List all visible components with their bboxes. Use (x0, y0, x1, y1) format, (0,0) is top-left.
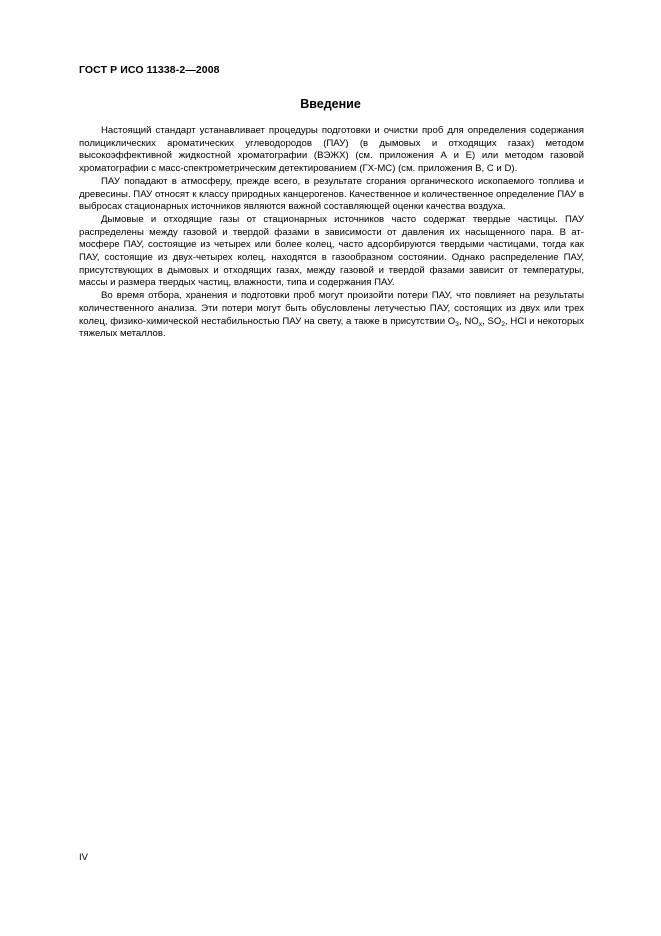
paragraph-4-text-3: , SO (482, 315, 502, 327)
document-header: ГОСТ Р ИСО 11338-2—2008 (79, 64, 220, 76)
paragraph-3: Дымовые и отходящие газы от стационарных источников часто содержат твердые частицы. ПАУ распределены между газовой и твердой фазами в зависимости от давления их насыщенного пара. В атмосфере ПАУ, состоящие из четырех или более колец, часто адсорбируются твердыми частицами, тогда как ПАУ, состоящие из двух-четырех колец, находятся в газообразном состоянии. Однако распределение ПАУ, присутствующих в дымовых и отходящих газах, между газовой и твердой фазами зависит от температуры, массы и размера твердых частиц, влажности, типа и содержания ПАУ. (79, 213, 584, 289)
paragraph-2: ПАУ попадают в атмосферу, прежде всего, в результате сгорания органического ископаемого топлива и древесины. ПАУ относят к классу природных канцерогенов. Качественное и количественное определение ПАУ в выбросах стационарных источников являются важной составляющей оценки качества воздуха. (79, 175, 584, 213)
paragraph-1: Настоящий стандарт устанавливает процедуры подготовки и очистки проб для определения содержания полициклических ароматических углеводородов (ПАУ) (в дымовых и отходящих газах) методом высокоэффективной жидкостной хроматографии (ВЭЖХ) (см. приложения А и Е) или методом газовой хроматографии с масс-спектрометрическим детектированием (ГХ-МС) (см. приложения В, С и D). (79, 125, 584, 175)
paragraph-4-text-1: Во время отбора, хранения и подготовки проб могут произойти потери ПАУ, что повлияет на результаты количественного анализа. Эти потери могут быть обусловлены летучестью ПАУ, состоящих из двух или трех колец, физико-химической нестабильностью ПАУ на свету, а также в присутствии O (79, 290, 584, 327)
nox-subscript: x (478, 320, 483, 328)
page-number: IV (79, 852, 88, 863)
introduction-body (79, 125, 584, 341)
paragraph-4-text-4: , HCl и некоторых тяжелых металлов. (79, 315, 584, 340)
ozone-subscript: 3 (455, 320, 459, 328)
so2-subscript: 2 (501, 320, 506, 328)
paragraph-4 (79, 290, 584, 341)
paragraph-4-text-2: , NO (458, 315, 479, 327)
section-title: Введение (300, 97, 361, 111)
